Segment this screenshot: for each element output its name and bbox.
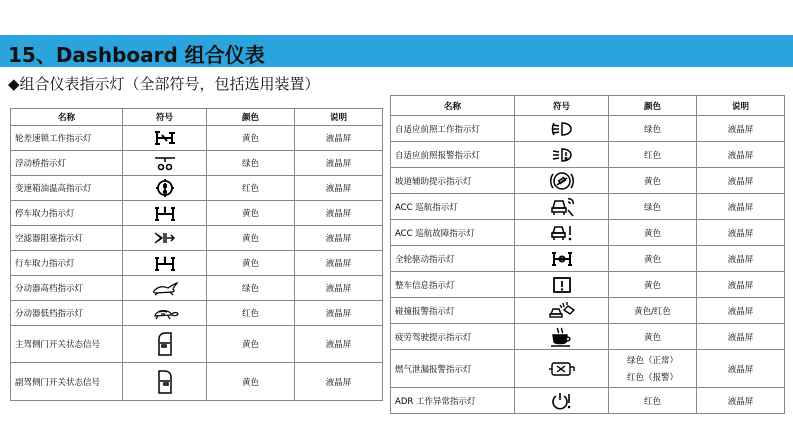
row-color-line1: 绿色（正常）: [626, 356, 678, 366]
row-color: 黄色: [207, 201, 295, 226]
row-name: 变速箱油温高指示灯: [11, 176, 123, 201]
row-color: 红色: [207, 301, 295, 326]
row-note: 液晶屏: [295, 226, 383, 251]
gearbox-temp-icon: [123, 176, 207, 201]
row-color: 黄色: [207, 126, 295, 151]
table-row: [391, 168, 785, 194]
row-note: 液晶屏: [697, 272, 785, 298]
row-note: 液晶屏: [697, 194, 785, 220]
table-row: [391, 194, 785, 220]
table-row: [391, 388, 785, 414]
header-symbol: 符号: [515, 96, 609, 116]
row-note: 液晶屏: [697, 388, 785, 414]
row-color: 黄色: [609, 324, 697, 350]
table-row: [11, 276, 383, 301]
table-row: [11, 126, 383, 151]
row-name: 行车取力指示灯: [11, 251, 123, 276]
table-row: [11, 326, 383, 363]
row-note: 液晶屏: [697, 350, 785, 388]
header-note: 说明: [697, 96, 785, 116]
row-color: 黄色: [609, 272, 697, 298]
row-color: 黄色: [609, 246, 697, 272]
row-note: 液晶屏: [697, 324, 785, 350]
row-note: 液晶屏: [295, 251, 383, 276]
table-row: [391, 220, 785, 246]
row-name: 碰撞报警指示灯: [391, 298, 515, 324]
turtle-icon: [123, 301, 207, 326]
table-row: [391, 246, 785, 272]
row-note: 液晶屏: [697, 168, 785, 194]
row-name: 全轮驱动指示灯: [391, 246, 515, 272]
row-note: 液晶屏: [295, 276, 383, 301]
right-indicator-table: [390, 95, 785, 414]
header-symbol: 符号: [123, 109, 207, 126]
table-row: [11, 363, 383, 401]
adaptive-headlight-icon: [515, 116, 609, 142]
row-color: 黄色: [207, 226, 295, 251]
svg-text:1: 1: [162, 206, 167, 213]
row-name: ADR 工作异常指示灯: [391, 388, 515, 414]
page-subtitle: ◆组合仪表指示灯（全部符号，包括选用装置）: [8, 75, 320, 93]
table-row: [11, 226, 383, 251]
header-bar: [0, 35, 793, 67]
row-note: 液晶屏: [697, 298, 785, 324]
header-name: 名称: [391, 96, 515, 116]
row-color: 绿色: [207, 151, 295, 176]
table-row: [391, 142, 785, 168]
row-note: 液晶屏: [295, 301, 383, 326]
row-name: 坡道辅助提示指示灯: [391, 168, 515, 194]
row-name: 轮差速锁工作指示灯: [11, 126, 123, 151]
table-header-row: [391, 96, 785, 116]
row-color: 黄色/红色: [609, 298, 697, 324]
row-color: 黄色: [207, 363, 295, 401]
header-name: 名称: [11, 109, 123, 126]
table-row: [391, 116, 785, 142]
hill-assist-icon: [515, 168, 609, 194]
row-note: 液晶屏: [295, 126, 383, 151]
row-color: 红色: [609, 388, 697, 414]
left-indicator-table: [10, 108, 383, 401]
row-color: 黄色: [609, 168, 697, 194]
all-wheel-drive-icon: [515, 246, 609, 272]
table-header-row: [11, 109, 383, 126]
row-name: 分动器高档指示灯: [11, 276, 123, 301]
row-color: 红色: [609, 142, 697, 168]
pto-driving-icon: [123, 251, 207, 276]
row-color: 黄色: [207, 326, 295, 363]
header-color: 颜色: [609, 96, 697, 116]
acc-cruise-icon: [515, 194, 609, 220]
table-row: [391, 350, 785, 388]
row-name: 浮动桥指示灯: [11, 151, 123, 176]
row-color: 绿色: [609, 194, 697, 220]
axle-diff-lock-icon: [123, 126, 207, 151]
row-color: 绿色: [207, 276, 295, 301]
air-filter-icon: [123, 226, 207, 251]
row-note: 液晶屏: [295, 201, 383, 226]
table-row: [11, 176, 383, 201]
header-note: 说明: [295, 109, 383, 126]
svg-text:2: 2: [162, 256, 167, 263]
row-note: 液晶屏: [697, 142, 785, 168]
row-note: 液晶屏: [697, 246, 785, 272]
row-color: 黄色: [609, 220, 697, 246]
fatigue-coffee-icon: [515, 324, 609, 350]
row-note: 液晶屏: [295, 176, 383, 201]
table-row: [391, 272, 785, 298]
row-color: 绿色: [609, 116, 697, 142]
driver-door-icon: [123, 326, 207, 363]
row-note: 液晶屏: [697, 220, 785, 246]
page-title: 15、Dashboard 组合仪表: [8, 43, 265, 67]
gas-leak-icon: [515, 350, 609, 388]
row-note: 液晶屏: [295, 363, 383, 401]
row-color-line2: 红色（报警）: [626, 373, 678, 383]
row-name: 停车取力指示灯: [11, 201, 123, 226]
row-name: 副驾侧门开关状态信号: [11, 363, 123, 401]
row-name: 自适应前照报警指示灯: [391, 142, 515, 168]
row-name: 疲劳驾驶提示指示灯: [391, 324, 515, 350]
pto-parking-icon: [123, 201, 207, 226]
header-color: 颜色: [207, 109, 295, 126]
row-name: 分动器低档指示灯: [11, 301, 123, 326]
row-note: 液晶屏: [697, 116, 785, 142]
row-name: 空滤器阻塞指示灯: [11, 226, 123, 251]
row-name: 整车信息指示灯: [391, 272, 515, 298]
collision-warning-icon: [515, 298, 609, 324]
row-color: 黄色: [207, 251, 295, 276]
rabbit-icon: [123, 276, 207, 301]
row-name: ACC 巡航故障指示灯: [391, 220, 515, 246]
vehicle-info-icon: [515, 272, 609, 298]
adr-power-icon: [515, 388, 609, 414]
passenger-door-icon: [123, 363, 207, 401]
acc-fault-icon: [515, 220, 609, 246]
row-name: 主驾侧门开关状态信号: [11, 326, 123, 363]
table-row: [11, 301, 383, 326]
row-name: ACC 巡航指示灯: [391, 194, 515, 220]
row-color: [609, 350, 697, 388]
table-row: [11, 151, 383, 176]
row-note: 液晶屏: [295, 151, 383, 176]
row-color: 红色: [207, 176, 295, 201]
floating-axle-icon: [123, 151, 207, 176]
row-note: 液晶屏: [295, 326, 383, 363]
row-name: 自适应前照工作指示灯: [391, 116, 515, 142]
table-row: [391, 324, 785, 350]
table-row: [11, 201, 383, 226]
table-row: [391, 298, 785, 324]
row-name: 燃气泄漏报警指示灯: [391, 350, 515, 388]
table-row: [11, 251, 383, 276]
adaptive-headlight-alarm-icon: [515, 142, 609, 168]
